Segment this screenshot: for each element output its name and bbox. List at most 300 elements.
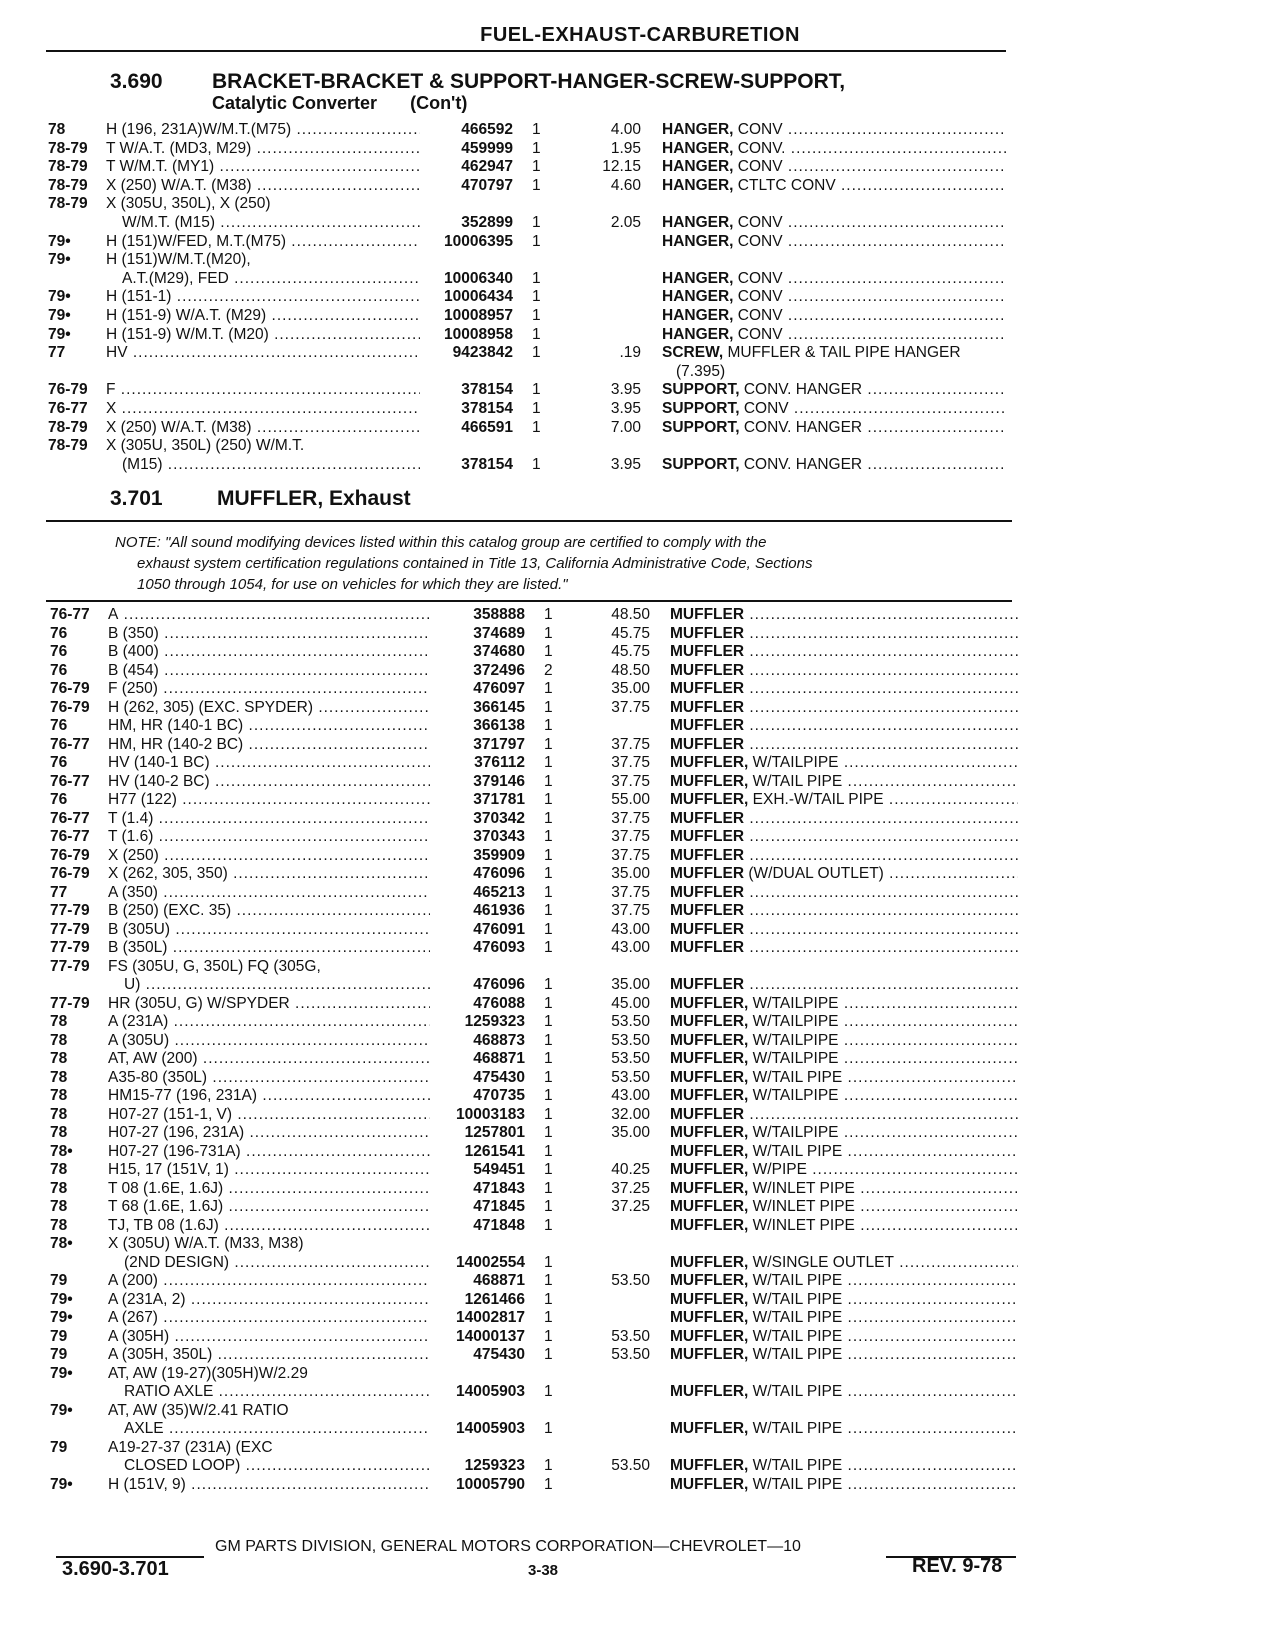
- list-price: 53.50: [611, 1013, 650, 1030]
- table-row: [50, 1197, 1018, 1216]
- quantity: 1: [544, 1050, 553, 1067]
- part-name: [670, 938, 1018, 957]
- part-name-detail: W/INLET PIPE .....: [748, 1180, 1018, 1197]
- model-description: HV (140-2 BC) .....: [108, 772, 430, 791]
- quantity: 1: [532, 381, 541, 399]
- part-name-keyword: MUFFLER,: [670, 1457, 749, 1474]
- part-name: [662, 325, 1006, 344]
- table-row: [50, 809, 1018, 828]
- part-name: [670, 605, 1018, 624]
- part-number: 9423842: [452, 344, 513, 362]
- part-name-keyword: MUFFLER,: [670, 994, 749, 1012]
- list-price: 35.00: [611, 865, 650, 882]
- part-number: 461936: [473, 902, 525, 919]
- model-description: (2ND DESIGN) .....: [124, 1253, 430, 1272]
- model-year: 79•: [48, 232, 71, 250]
- part-number: 475430: [473, 1068, 525, 1086]
- part-name-detail: W/TAILPIPE .....: [748, 1032, 1018, 1049]
- quantity: 1: [532, 214, 541, 231]
- list-price: 37.75: [611, 735, 650, 753]
- part-number: 370343: [473, 828, 525, 845]
- part-name-keyword: MUFFLER: [670, 939, 745, 956]
- table-row: [50, 753, 1018, 772]
- part-name: [662, 380, 1006, 399]
- model-description: H07-27 (196, 231A) .....: [108, 1123, 430, 1142]
- quantity: 1: [544, 1031, 553, 1049]
- part-name-detail: [744, 976, 1018, 993]
- quantity: 1: [532, 176, 541, 194]
- model-year: 76-77: [50, 828, 90, 845]
- part-name: [670, 1086, 1018, 1105]
- model-description: A.T.(M29), FED .....: [122, 269, 420, 288]
- part-name-keyword: SUPPORT,: [662, 455, 740, 473]
- part-name-detail: CONV. .....: [733, 140, 1006, 157]
- model-year: 79•: [48, 251, 71, 269]
- part-name: [670, 1327, 1018, 1346]
- model-description: X (250) .....: [108, 846, 430, 865]
- part-name: [662, 176, 1006, 195]
- model-description: F .....: [106, 380, 420, 399]
- part-name-detail: [744, 680, 1018, 697]
- part-name-keyword: MUFFLER: [670, 883, 745, 901]
- part-name-keyword: MUFFLER,: [670, 1050, 749, 1067]
- table-row: [50, 1105, 1018, 1124]
- quantity: 1: [544, 606, 553, 623]
- part-name-detail: CONV. HANGER .....: [740, 456, 1006, 473]
- part-name-keyword: MUFFLER: [670, 661, 745, 679]
- quantity: 1: [532, 325, 541, 343]
- part-name-keyword: MUFFLER: [670, 643, 745, 660]
- part-name-keyword: MUFFLER,: [670, 1142, 749, 1160]
- part-name-keyword: SCREW,: [662, 344, 724, 362]
- part-name-detail: W/TAILPIPE .....: [748, 754, 1018, 771]
- list-price: 4.00: [610, 121, 641, 138]
- model-description: HV .....: [106, 343, 420, 362]
- table-row: [50, 1382, 1018, 1401]
- quantity: 1: [544, 643, 553, 660]
- model-year: 76-79: [50, 680, 90, 697]
- table-row: [48, 269, 1006, 288]
- part-name: [670, 1456, 1018, 1475]
- part-number: 366138: [473, 717, 525, 734]
- model-description: T 68 (1.6E, 1.6J) .....: [108, 1197, 430, 1216]
- model-description: B (350L) .....: [108, 938, 430, 957]
- part-name-detail: CONV .....: [733, 270, 1006, 287]
- quantity: 1: [532, 139, 541, 157]
- part-name-detail: W/TAIL PIPE .....: [748, 1457, 1018, 1474]
- list-price: 2.05: [610, 214, 641, 231]
- part-name: [670, 1049, 1018, 1068]
- part-name-keyword: MUFFLER,: [670, 1179, 749, 1197]
- part-name: [670, 920, 1018, 939]
- model-year: 77: [48, 344, 66, 362]
- table-row: [50, 1290, 1018, 1309]
- table-row: [48, 343, 1006, 362]
- part-name-keyword: HANGER,: [662, 139, 734, 157]
- part-number: 379146: [473, 772, 525, 790]
- part-name-detail: W/INLET PIPE .....: [748, 1217, 1018, 1234]
- part-name-detail: W/TAIL PIPE .....: [748, 1420, 1018, 1437]
- list-price: 4.60: [610, 176, 641, 194]
- part-name-keyword: MUFFLER: [670, 624, 745, 642]
- part-name-keyword: MUFFLER,: [670, 1420, 749, 1437]
- list-price: 37.25: [611, 1198, 650, 1215]
- table-row: [50, 1327, 1018, 1346]
- model-year: 78: [50, 1105, 68, 1123]
- part-name-detail: W/TAIL PIPE .....: [748, 1143, 1018, 1160]
- part-number: 14005903: [456, 1383, 525, 1400]
- part-name-detail: [744, 921, 1018, 938]
- part-number: 10006395: [444, 232, 513, 250]
- quantity: 1: [544, 1327, 553, 1345]
- part-name-keyword: HANGER,: [662, 176, 734, 194]
- part-number: 374689: [473, 624, 525, 642]
- part-number: 471845: [473, 1198, 525, 1215]
- part-name: [670, 679, 1018, 698]
- part-name-keyword: MUFFLER: [670, 828, 745, 845]
- part-name-detail: CONV .....: [733, 233, 1006, 250]
- table-row: [48, 232, 1006, 251]
- model-description: TJ, TB 08 (1.6J) .....: [108, 1216, 430, 1235]
- part-name: [670, 716, 1018, 735]
- part-number: 476093: [473, 939, 525, 956]
- model-description: X (250) W/A.T. (M38) .....: [106, 418, 420, 437]
- model-description: X (305U) W/A.T. (M33, M38): [108, 1235, 304, 1252]
- table-row: [48, 213, 1006, 232]
- table-row: [48, 120, 1006, 139]
- part-name-detail: [744, 736, 1018, 753]
- part-name-detail: W/PIPE .....: [748, 1161, 1018, 1178]
- part-name-detail: CONV. HANGER .....: [740, 419, 1006, 436]
- model-description: H (151-9) W/M.T. (M20) .....: [106, 325, 420, 344]
- part-name-keyword: MUFFLER: [670, 1105, 745, 1123]
- part-name-detail: CONV .....: [740, 400, 1006, 417]
- table-row: [50, 864, 1018, 883]
- list-price: 53.50: [611, 1457, 650, 1474]
- model-description: T W/A.T. (MD3, M29) .....: [106, 139, 420, 158]
- part-name-keyword: MUFFLER,: [670, 1253, 749, 1271]
- table-row: [50, 1271, 1018, 1290]
- quantity: 1: [544, 1142, 553, 1160]
- table-row: [50, 994, 1018, 1013]
- part-name-keyword: HANGER,: [662, 158, 734, 176]
- quantity: 1: [544, 1475, 553, 1493]
- table-row: [48, 399, 1006, 418]
- table-row: [50, 642, 1018, 661]
- model-description: A .....: [108, 605, 430, 624]
- model-description: HR (305U, G) W/SPYDER .....: [108, 994, 430, 1013]
- part-name-keyword: SUPPORT,: [662, 400, 740, 417]
- table-row: [48, 157, 1006, 176]
- note-line: exhaust system certification regulations contained in Title 13, California Administrative Code, Sections: [137, 555, 813, 572]
- list-price: 37.75: [611, 772, 650, 790]
- table-row: [50, 1123, 1018, 1142]
- quantity: 1: [544, 1216, 553, 1234]
- section-subtitle: [212, 93, 467, 114]
- part-name-keyword: MUFFLER: [670, 680, 745, 697]
- model-description: H (151V, 9) .....: [108, 1475, 430, 1494]
- part-name: [662, 306, 1006, 325]
- table-row: [50, 1049, 1018, 1068]
- table-row: [50, 716, 1018, 735]
- footer-revision: REV. 9-78: [912, 1555, 1003, 1577]
- list-price: 45.75: [611, 643, 650, 660]
- note-rule: [46, 600, 1012, 602]
- quantity: 1: [544, 680, 553, 697]
- section-continued: (Con't): [410, 93, 468, 113]
- quantity: 1: [544, 1087, 553, 1104]
- model-year: 76-79: [48, 381, 88, 399]
- quantity: 1: [544, 939, 553, 956]
- section-subtitle-text: Catalytic Converter: [212, 93, 378, 113]
- model-description: (M15) .....: [122, 455, 420, 474]
- model-year: 76: [50, 643, 68, 660]
- part-name-keyword: HANGER,: [662, 307, 734, 324]
- part-name: [670, 846, 1018, 865]
- part-name-keyword: MUFFLER: [670, 809, 745, 827]
- model-year: 79•: [50, 1364, 73, 1382]
- part-name: [670, 753, 1018, 772]
- table-row: [50, 1086, 1018, 1105]
- quantity: 1: [544, 1383, 553, 1400]
- table-row: [48, 455, 1006, 474]
- part-name: [670, 661, 1018, 680]
- part-number: 358888: [473, 606, 525, 623]
- model-description: A35-80 (350L) .....: [108, 1068, 430, 1087]
- part-name: [662, 157, 1006, 176]
- model-description: B (305U) .....: [108, 920, 430, 939]
- part-name-detail: (7.395): [676, 362, 726, 380]
- model-description: X (250) W/A.T. (M38) .....: [106, 176, 420, 195]
- part-name-detail: [744, 902, 1018, 919]
- table-row: [50, 1364, 1018, 1383]
- list-price: 53.50: [611, 1050, 650, 1067]
- model-description: B (250) (EXC. 35) .....: [108, 901, 430, 920]
- model-description: T 08 (1.6E, 1.6J) .....: [108, 1179, 430, 1198]
- quantity: 1: [544, 717, 553, 734]
- model-year: 78-79: [48, 437, 88, 455]
- part-name-keyword: MUFFLER: [670, 735, 745, 753]
- model-year: 79: [50, 1346, 68, 1363]
- note-line: NOTE: "All sound modifying devices listed within this catalog group are certified to comply with the: [115, 534, 767, 551]
- part-number: 476088: [473, 994, 525, 1012]
- part-name: [670, 1345, 1018, 1364]
- part-name: [670, 1216, 1018, 1235]
- part-number: 471843: [473, 1179, 525, 1197]
- part-name: [670, 1068, 1018, 1087]
- part-name-detail: [744, 810, 1018, 827]
- part-name-keyword: MUFFLER,: [670, 1327, 749, 1345]
- part-name: [670, 901, 1018, 920]
- table-row: [50, 772, 1018, 791]
- quantity: 1: [544, 883, 553, 901]
- part-name-detail: W/TAIL PIPE .....: [748, 1309, 1018, 1326]
- model-year: 78-79: [48, 195, 88, 213]
- part-name-detail: CONV .....: [733, 214, 1006, 231]
- quantity: 1: [544, 1290, 553, 1308]
- part-number: 14005903: [456, 1420, 525, 1437]
- quantity: 1: [544, 791, 553, 808]
- model-year: 77-79: [50, 902, 90, 919]
- table-row: [50, 1216, 1018, 1235]
- part-name-detail: EXH.-W/TAIL PIPE .....: [748, 791, 1018, 808]
- quantity: 1: [544, 828, 553, 845]
- model-description: HM15-77 (196, 231A) .....: [108, 1086, 430, 1105]
- table-row: [50, 920, 1018, 939]
- table-row: [50, 1253, 1018, 1272]
- part-number: 14002554: [456, 1253, 525, 1271]
- part-name: [670, 698, 1018, 717]
- quantity: 1: [544, 1179, 553, 1197]
- table-row: [50, 605, 1018, 624]
- table-row: [48, 362, 1006, 381]
- quantity: 1: [544, 754, 553, 771]
- part-number: 1257801: [464, 1124, 525, 1141]
- header-rule: [46, 50, 1006, 52]
- model-description: AT, AW (35)W/2.41 RATIO: [108, 1401, 289, 1419]
- part-name: [670, 1308, 1018, 1327]
- model-year: 79•: [48, 307, 71, 324]
- model-year: 78•: [50, 1142, 73, 1160]
- section-number: 3.701: [110, 487, 163, 510]
- model-year: 76-79: [50, 846, 90, 864]
- part-number: 378154: [461, 455, 513, 473]
- model-description: HV (140-1 BC) .....: [108, 753, 430, 772]
- list-price: 35.00: [611, 680, 650, 697]
- table-row: [50, 1438, 1018, 1457]
- model-year: 78: [50, 1068, 68, 1086]
- quantity: 1: [544, 1309, 553, 1326]
- part-name-keyword: MUFFLER,: [670, 1475, 749, 1493]
- part-name-detail: W/TAILPIPE .....: [748, 1124, 1018, 1141]
- model-description: B (350) .....: [108, 624, 430, 643]
- list-price: 37.25: [611, 1179, 650, 1197]
- model-year: 79•: [50, 1309, 73, 1326]
- quantity: 1: [532, 232, 541, 250]
- part-name: [670, 1419, 1018, 1438]
- list-price: 55.00: [611, 791, 650, 808]
- part-number: 1259323: [464, 1013, 525, 1030]
- table-row: [50, 790, 1018, 809]
- part-name-keyword: MUFFLER,: [670, 754, 749, 771]
- part-number: 549451: [473, 1161, 525, 1178]
- part-name-detail: W/TAILPIPE .....: [748, 1013, 1018, 1030]
- table-row: [50, 661, 1018, 680]
- part-number: 476097: [473, 680, 525, 697]
- quantity: 1: [532, 307, 541, 324]
- table-row: [48, 436, 1006, 455]
- part-number: 470735: [473, 1087, 525, 1104]
- model-year: 78: [50, 1087, 68, 1104]
- model-description: H (151-9) W/A.T. (M29) .....: [106, 306, 420, 325]
- part-name: [670, 994, 1018, 1013]
- part-number: 475430: [473, 1346, 525, 1363]
- model-description: B (400) .....: [108, 642, 430, 661]
- part-number: 465213: [473, 883, 525, 901]
- part-number: 470797: [461, 176, 513, 194]
- part-name: [670, 1271, 1018, 1290]
- part-name-keyword: MUFFLER,: [670, 1031, 749, 1049]
- part-number: 14002817: [456, 1309, 525, 1326]
- model-description: AXLE .....: [124, 1419, 430, 1438]
- part-name-detail: W/TAIL PIPE .....: [748, 1383, 1018, 1400]
- quantity: 1: [544, 1013, 553, 1030]
- quantity: 1: [544, 1253, 553, 1271]
- part-name-keyword: MUFFLER,: [670, 1013, 749, 1030]
- part-number: 370342: [473, 809, 525, 827]
- model-year: 79•: [50, 1401, 73, 1419]
- list-price: 48.50: [611, 661, 650, 679]
- part-name-keyword: MUFFLER: [670, 976, 745, 993]
- list-price: 53.50: [611, 1068, 650, 1086]
- list-price: 32.00: [611, 1105, 650, 1123]
- part-name: [662, 343, 1006, 362]
- list-price: 43.00: [611, 920, 650, 938]
- part-number: 10008958: [444, 325, 513, 343]
- model-description: H (262, 305) (EXC. SPYDER) .....: [108, 698, 430, 717]
- model-description: A (267) .....: [108, 1308, 430, 1327]
- table-row: [50, 846, 1018, 865]
- model-year: 76: [50, 791, 68, 808]
- model-year: 77-79: [50, 994, 90, 1012]
- list-price: 35.00: [611, 976, 650, 993]
- table-row: [50, 1401, 1018, 1420]
- model-year: 76-79: [50, 698, 90, 716]
- part-number: 10005790: [456, 1475, 525, 1493]
- quantity: 1: [544, 772, 553, 790]
- part-name-detail: CONV .....: [733, 326, 1006, 343]
- part-name-keyword: MUFFLER: [670, 865, 745, 882]
- part-name: [662, 232, 1006, 251]
- list-price: 37.75: [611, 828, 650, 845]
- model-year: 76-77: [50, 606, 90, 623]
- part-name: [670, 883, 1018, 902]
- part-name-detail: (W/DUAL OUTLET) .....: [744, 865, 1018, 882]
- part-name-detail: [744, 939, 1018, 956]
- quantity: 1: [544, 1105, 553, 1123]
- part-name-detail: [744, 828, 1018, 845]
- list-price: 53.50: [611, 1031, 650, 1049]
- part-number: 378154: [461, 381, 513, 399]
- table-row: [50, 698, 1018, 717]
- model-year: 79: [50, 1438, 68, 1456]
- part-number: 374680: [473, 643, 525, 660]
- part-name-keyword: MUFFLER,: [670, 1383, 749, 1400]
- part-name-keyword: MUFFLER: [670, 698, 745, 716]
- part-name-keyword: HANGER,: [662, 325, 734, 343]
- part-number: 1261466: [464, 1290, 525, 1308]
- model-year: 78: [50, 1179, 68, 1197]
- part-name: [670, 1031, 1018, 1050]
- quantity: 1: [532, 400, 541, 417]
- table-row: [50, 1234, 1018, 1253]
- part-number: 372496: [473, 661, 525, 679]
- model-description: HM, HR (140-2 BC) .....: [108, 735, 430, 754]
- model-description: A (200) .....: [108, 1271, 430, 1290]
- quantity: 1: [544, 846, 553, 864]
- quantity: 1: [544, 1420, 553, 1437]
- quantity: 1: [532, 158, 541, 176]
- list-price: 12.15: [602, 158, 641, 176]
- model-year: 76: [50, 717, 68, 734]
- model-description: H (151)W/FED, M.T.(M75) .....: [106, 232, 420, 251]
- quantity: 1: [544, 1161, 553, 1178]
- model-description: B (454) .....: [108, 661, 430, 680]
- part-name: [670, 1253, 1018, 1272]
- table-row: [50, 1456, 1018, 1475]
- part-number: 366145: [473, 698, 525, 716]
- part-name-detail: MUFFLER & TAIL PIPE HANGER: [723, 344, 961, 362]
